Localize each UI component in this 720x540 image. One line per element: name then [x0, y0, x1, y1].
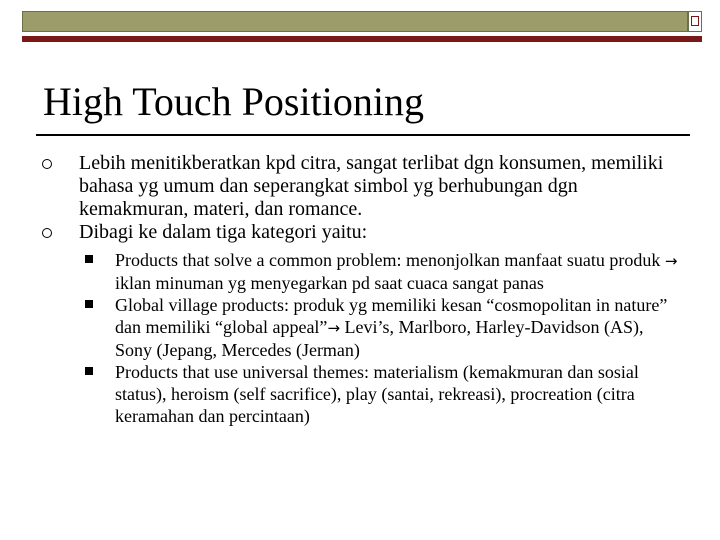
filled-square-icon — [85, 367, 93, 375]
corner-square — [688, 11, 702, 32]
hollow-circle-icon — [42, 159, 52, 169]
sub-bullet-item — [38, 361, 678, 427]
maroon-line — [22, 36, 702, 42]
slide-title: High Touch Positioning — [43, 79, 424, 124]
sub-bullet-text: Global village products: produk yg memiliki kesan “cosmopolitan in nature” dan memiliki “global appeal” — [115, 295, 668, 337]
sub-bullet-text: Products that use universal themes: materialism (kemakmuran dan sosial status), heroism (self sacrifice), play (santai, rekreasi), procreation (citra keramahan dan percintaan) — [115, 362, 639, 426]
sub-bullet-text: iklan minuman yg menyegarkan pd saat cuaca sangat panas — [115, 273, 544, 293]
sub-bullet-text: Products that solve a common problem: menonjolkan manfaat suatu produk — [115, 250, 665, 270]
corner-mark — [691, 16, 699, 26]
hollow-circle-icon — [42, 228, 52, 238]
header-decoration — [22, 11, 702, 42]
filled-square-icon — [85, 300, 93, 308]
slide-body — [38, 152, 678, 427]
sub-bullet-list — [38, 249, 678, 427]
right-arrow-icon: → — [664, 252, 678, 270]
bullet-item — [38, 221, 678, 244]
title-underline — [36, 134, 690, 136]
sub-bullet-text: Levi’s, Marlboro, Harley-Davidson (AS), Sony (Jepang, Mercedes (Jerman) — [115, 317, 644, 360]
right-arrow-icon: → — [327, 319, 341, 337]
bullet-text: Dibagi ke dalam tiga kategori yaitu: — [79, 221, 368, 243]
bullet-text: Lebih menitikberatkan kpd citra, sangat terlibat dgn konsumen, memiliki bahasa yg umum dan seperangkat simbol yg berhubungan dgn kemakmuran, materi, dan romance. — [79, 152, 664, 220]
olive-bar — [22, 11, 688, 32]
bullet-item — [38, 152, 678, 221]
filled-square-icon — [85, 255, 93, 263]
sub-bullet-item — [38, 249, 678, 294]
sub-bullet-item — [38, 294, 678, 361]
